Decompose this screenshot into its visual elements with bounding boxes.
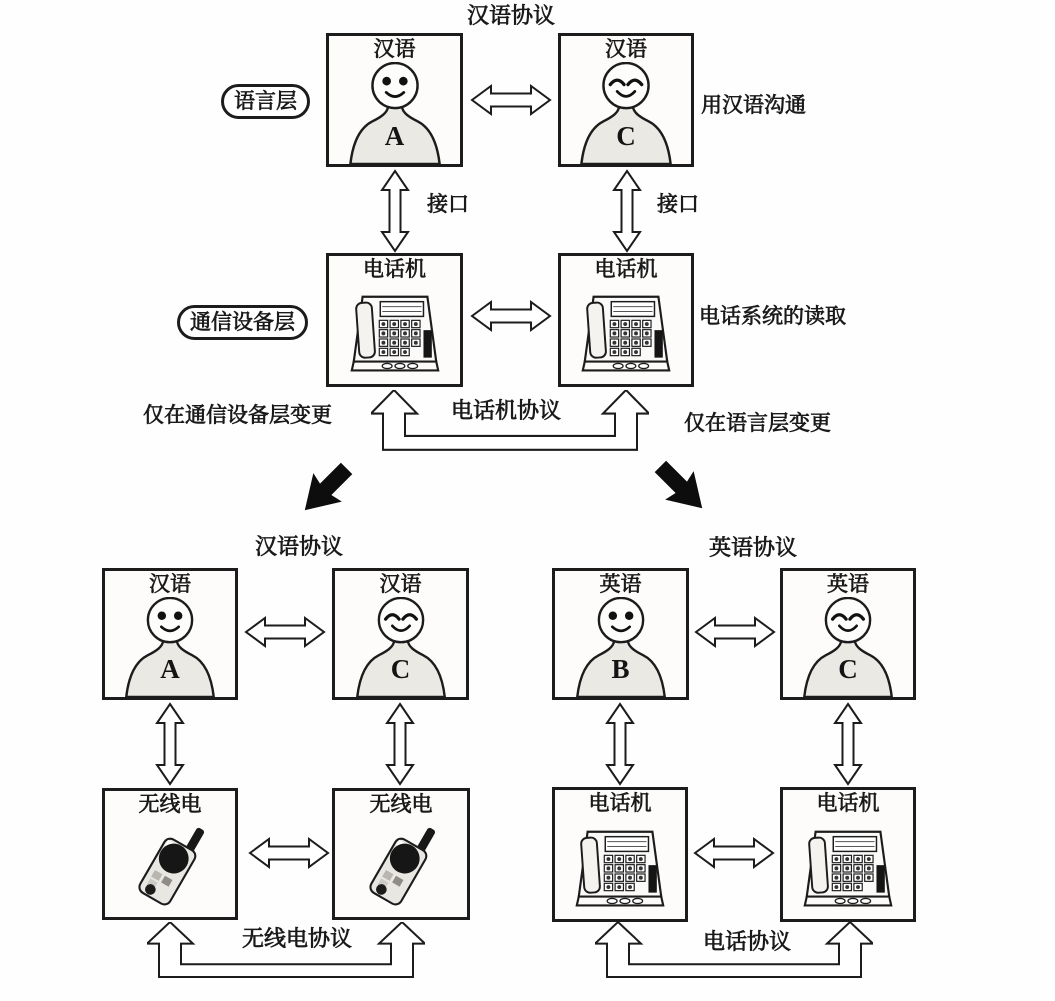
radio-protocol-label: 无线电协议 [241,927,353,952]
black-transform-arrow-down-left-icon [301,457,358,514]
bottom-right-person-c-box [780,568,916,700]
horizontal-double-arrow-icon [470,300,552,332]
person-name-letter: A [384,121,405,151]
interface-label-right: 接口 [657,192,699,216]
change-language-layer-note: 仅在语言层变更 [684,411,831,435]
bottom-left-person-a-box [102,568,238,700]
horizontal-double-arrow-icon [694,616,776,648]
bottom-left-protocol-title: 汉语协议 [254,535,344,560]
horizontal-double-arrow-icon [248,837,330,869]
device-label: 无线电 [138,792,202,816]
change-equipment-layer-note: 仅在通信设备层变更 [143,403,332,427]
top-phone-left-box [326,253,463,387]
vertical-double-arrow-icon [380,169,410,253]
person-name-letter: B [611,654,630,684]
language-label: 汉语 [149,572,191,596]
top-phone-right-box [558,253,694,387]
communicate-note: 用汉语沟通 [701,93,806,117]
telephone-icon [794,827,902,919]
language-label: 英语 [599,572,642,596]
language-layer-pill: 语言层 [221,84,310,119]
language-label: 英语 [827,572,869,596]
telephone-protocol-label: 电话机协议 [450,399,562,424]
person-name-letter: C [838,654,858,684]
bottom-left-radio-right-box [332,788,470,920]
telephone-icon [572,292,680,384]
walkie-talkie-icon [349,817,453,917]
top-protocol-title: 汉语协议 [466,4,556,29]
horizontal-double-arrow-icon [693,837,775,869]
language-label: 汉语 [373,37,416,61]
device-label: 无线电 [369,792,433,816]
bottom-right-person-b-box [552,568,689,700]
equipment-layer-pill: 通信设备层 [177,305,308,340]
bottom-left-person-c-box [332,568,469,700]
bottom-right-phone-left-box [552,787,688,922]
telephone-protocol-label: 电话协议 [702,930,792,955]
person-name-letter: C [390,654,411,684]
device-label: 电话机 [363,257,426,281]
bottom-left-radio-left-box [102,788,238,920]
person-name-letter: C [616,121,636,151]
language-label: 汉语 [605,37,647,61]
device-label: 电话机 [594,257,658,281]
device-label: 电话机 [588,791,652,815]
interface-label-left: 接口 [427,192,469,216]
black-transform-arrow-down-right-icon [649,455,706,512]
horizontal-double-arrow-icon [470,84,552,116]
vertical-double-arrow-icon [612,169,642,253]
walkie-talkie-icon [118,817,222,917]
vertical-double-arrow-icon [385,702,415,786]
horizontal-double-arrow-icon [244,616,326,648]
vertical-double-arrow-icon [605,702,635,786]
top-person-a-box [326,33,463,167]
top-person-c-box [558,33,694,167]
bottom-right-protocol-title: 英语协议 [708,536,798,561]
telephone-icon [341,292,449,384]
phone-system-note: 电话系统的读取 [699,304,846,328]
bottom-right-phone-right-box [780,787,916,922]
vertical-double-arrow-icon [833,702,863,786]
device-label: 电话机 [816,791,880,815]
vertical-double-arrow-icon [155,702,185,786]
telephone-icon [566,827,674,919]
person-name-letter: A [160,654,180,684]
language-label: 汉语 [379,572,422,596]
